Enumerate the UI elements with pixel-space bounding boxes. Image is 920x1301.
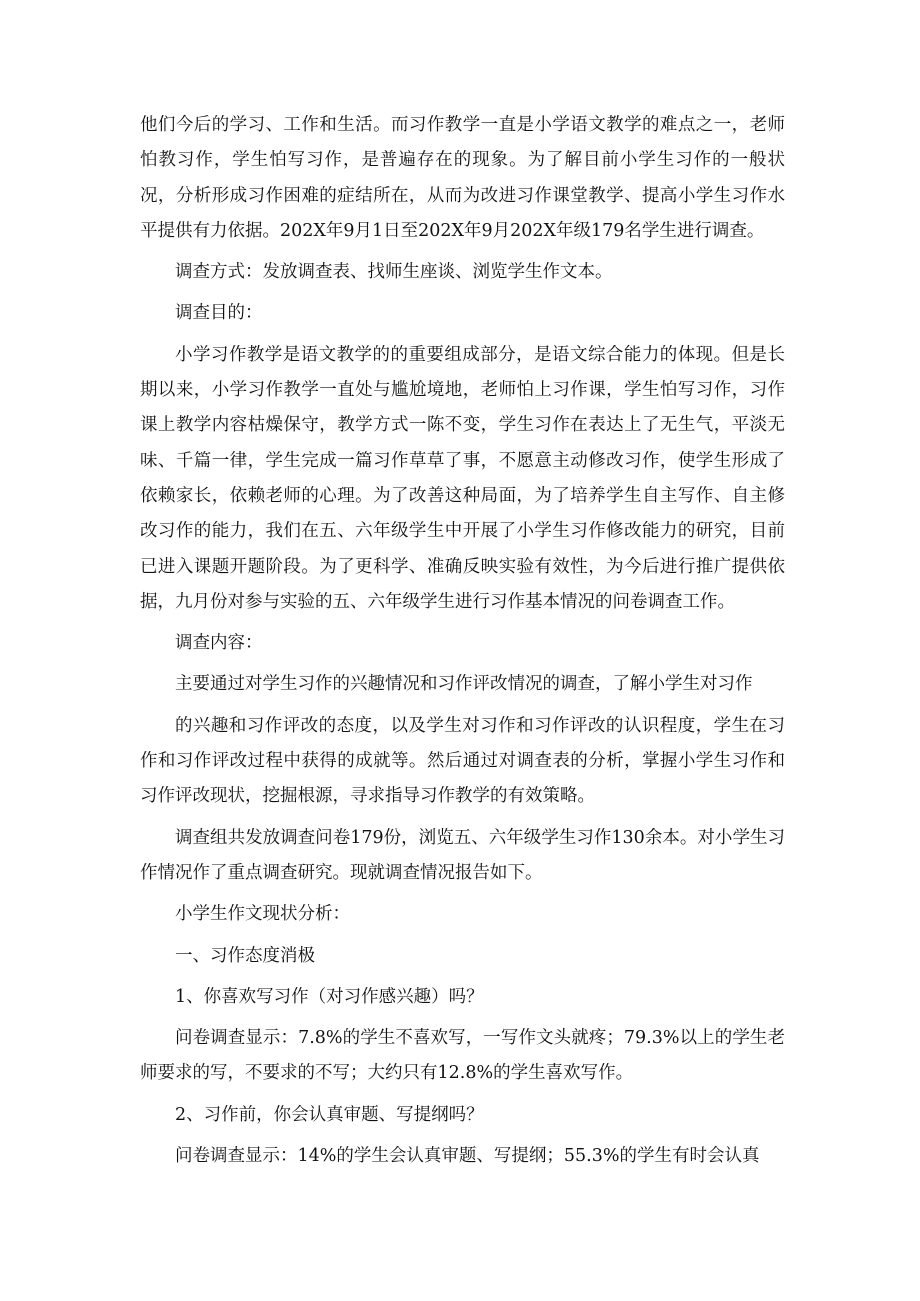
heading-section-one: 一、习作态度消极 bbox=[175, 945, 315, 966]
paragraph-survey-scope: 调查组共发放调查问卷179份，浏览五、六年级学生习作130余本。对小学生习作情况作了重点调查研究。现就调查情况报告如下。 bbox=[140, 827, 785, 883]
heading-survey-content: 调查内容： bbox=[175, 633, 263, 654]
answer-two: 问卷调查显示：14%的学生会认真审题、写提纲；55.3%的学生有时会认真 bbox=[175, 1146, 760, 1167]
paragraph-survey-purpose: 小学习作教学是语文教学的的重要组成部分，是语文综合能力的体现。但是长期以来，小学习作教学一直处与尴尬境地，老师怕上习作课，学生怕写习作，习作课上教学内容枯燥保守，教学方式一陈不变，学生习作在表达上了无生气，平淡无味、千篇一律，学生完成一篇习作草草了事，不愿意主动修改习作，使学生形成了依赖家长，依赖老师的心理。为了改善这种局面，为了培养学生自主写作、自主修改习作的能力，我们在五、六年级学生中开展了小学生习作修改能力的研究，目前已进入课题开题阶段。为了更科学、准确反映实验有效性，为今后进行推广提供依据，九月份对参与实验的五、六年级学生进行习作基本情况的问卷调查工作。 bbox=[140, 344, 785, 612]
paragraph-survey-content-a: 主要通过对学生习作的兴趣情况和习作评改情况的调查，了解小学生对习作 bbox=[175, 674, 753, 695]
document-body bbox=[140, 108, 785, 1180]
heading-survey-purpose: 调查目的： bbox=[175, 303, 263, 324]
paragraph-intro: 他们今后的学习、工作和生活。而习作教学一直是小学语文教学的难点之一，老师怕教习作，学生怕写习作，是普遍存在的现象。为了解目前小学生习作的一般状况，分析形成习作困难的症结所在，从而为改进习作课堂教学、提高小学生习作水平提供有力依据。202X年9月1日至202X年9月202X年级179名学生进行调查。 bbox=[140, 115, 785, 241]
question-two: 2、习作前，你会认真审题、写提纲吗？ bbox=[175, 1104, 484, 1125]
question-one: 1、你喜欢写习作（对习作感兴趣）吗？ bbox=[175, 986, 484, 1007]
heading-status-analysis: 小学生作文现状分析： bbox=[175, 904, 350, 925]
paragraph-survey-content-b: 的兴趣和习作评改的态度，以及学生对习作和习作评改的认识程度，学生在习作和习作评改过程中获得的成就等。然后通过对调查表的分析，掌握小学生习作和习作评改现状，挖掘根源，寻求指导习作教学的有效策略。 bbox=[140, 715, 785, 807]
answer-one: 问卷调查显示：7.8%的学生不喜欢写，一写作文头就疼；79.3%以上的学生老师要求的写，不要求的不写；大约只有12.8%的学生喜欢写作。 bbox=[140, 1028, 785, 1084]
paragraph-survey-method: 调查方式：发放调查表、找师生座谈、浏览学生作文本。 bbox=[175, 262, 613, 283]
